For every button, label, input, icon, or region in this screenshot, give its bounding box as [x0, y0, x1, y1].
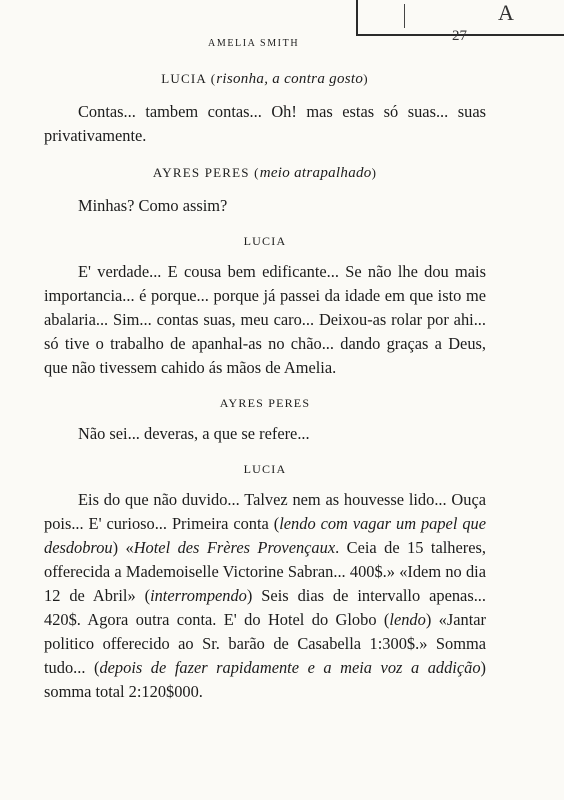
stage-direction: risonha, a contra gosto: [216, 71, 364, 87]
page-body: [44, 66, 486, 704]
stage-direction: depois de fazer rapidamente e a meia voz a addição: [99, 658, 481, 677]
speech-text: Eis do que não duvido... Talvez nem as houvesse lido... Ouça pois... E' curioso... Primeira conta (: [44, 490, 486, 533]
speech-paragraph: Não sei... deveras, a que se refere...: [78, 424, 310, 443]
speaker-name: AYRES PERES: [152, 165, 250, 180]
library-stamp-letter: A: [498, 0, 514, 25]
speech-text: ) «: [112, 538, 134, 557]
speech-paragraph: Contas... tambem contas... Oh! mas estas só suas... suas privativamente.: [44, 102, 486, 145]
speaker-heading: LUCIA: [243, 462, 287, 476]
speech-text: ) somma total 2:120$000.: [44, 658, 486, 701]
speaker-heading: AYRES PERES: [219, 396, 311, 410]
speaker-heading: LUCIA: [243, 234, 287, 248]
quoted-hotel-name: Hotel des Frères Provençaux: [133, 538, 336, 557]
running-head: AMELIA SMITH: [208, 38, 300, 49]
stage-direction: lendo com vagar um papel que desdobrou: [44, 514, 486, 557]
speech-paragraph: E' verdade... E cousa bem edificante... Se não lhe dou mais importancia... é porque... porque já passei da idade em que isto me abalaria... Sim... contas suas, meu caro... Deixou-as rolar por ahi... só tive o trabalho de apanhal-as no chão... dando graças a Deus, que não tivessem cahido ás mãos de Amelia.: [44, 262, 486, 377]
speaker-name: LUCIA: [161, 71, 207, 86]
stage-direction: lendo: [389, 610, 426, 629]
stage-direction: meio atrapalhado: [259, 165, 372, 181]
speaker-heading: LUCIA (risonha, a contra gosto): [161, 71, 369, 87]
page-number: 27: [452, 28, 467, 44]
speech-paragraph: [44, 488, 486, 704]
speech-text: . Ceia de 15 talheres, offerecida a Mademoiselle Victorine Sabran... 400$.» «Idem no dia 12 de Abril» (: [44, 538, 486, 605]
speaker-heading: AYRES PERES (meio atrapalhado): [152, 165, 378, 181]
library-stamp-mark: [404, 4, 409, 28]
stage-direction: interrompendo: [150, 586, 247, 605]
speech-text: ) «Jantar politico offerecido ao Sr. barão de Casabella 1:300$.» Somma tudo... (: [44, 610, 486, 677]
speech-text: ) Seis dias de intervallo apenas... 420$. Agora outra conta. E' do Hotel do Globo (: [44, 586, 486, 629]
speech-paragraph: Minhas? Como assim?: [78, 196, 228, 215]
